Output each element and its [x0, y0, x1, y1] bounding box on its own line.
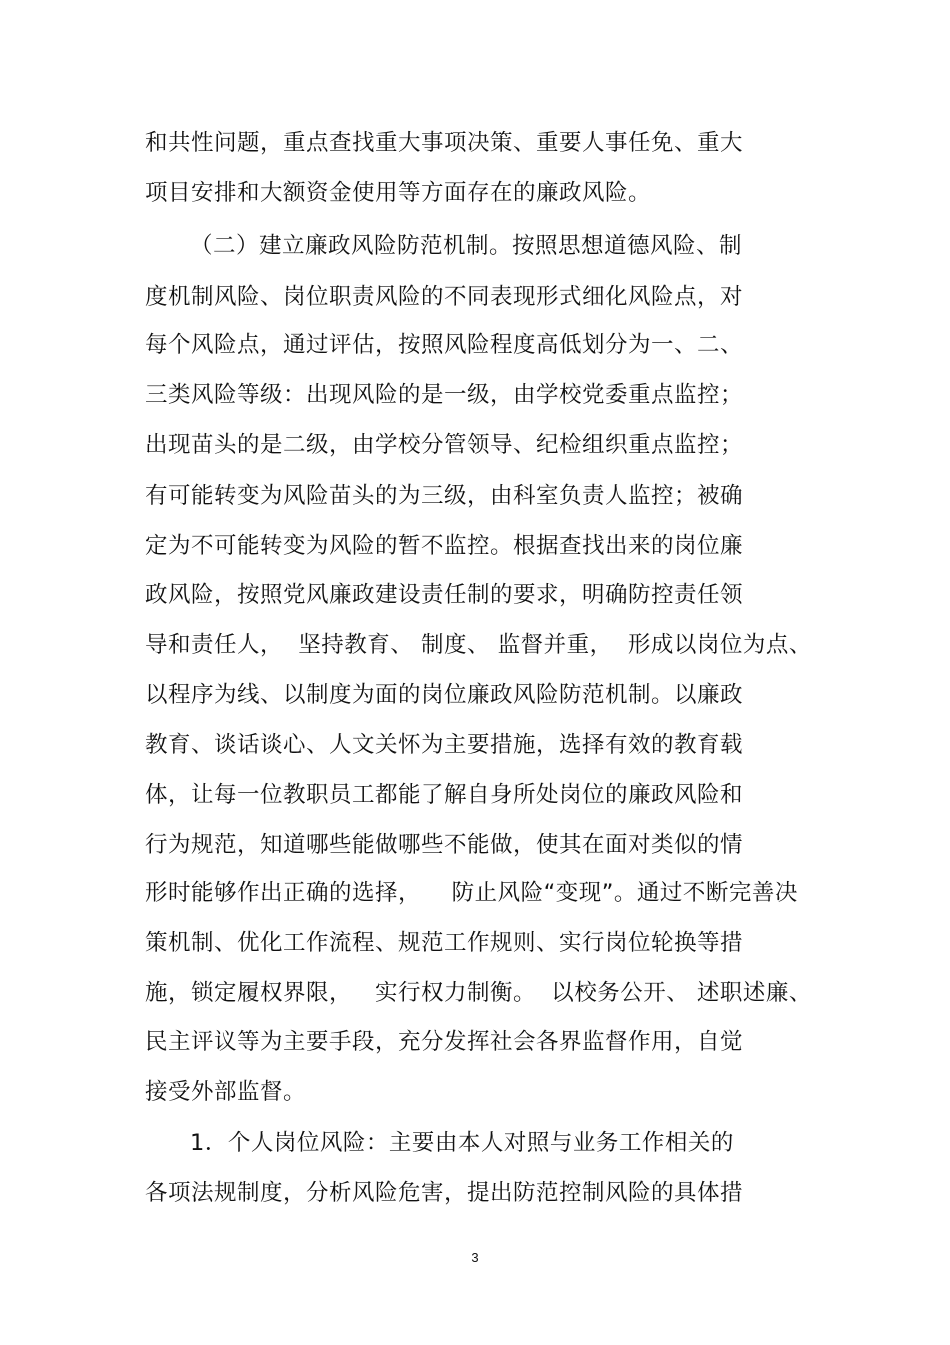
text-line: 政风险，按照党风廉政建设责任制的要求，明确防控责任领: [145, 582, 744, 608]
text-line: 导和责任人， 坚持教育、 制度、 监督并重， 形成以岗位为点、: [145, 632, 812, 658]
page-number: 3: [471, 1250, 479, 1265]
text-line: 体，让每一位教职员工都能了解自身所处岗位的廉政风险和: [145, 782, 744, 808]
text-line: 三类风险等级：出现风险的是一级，由学校党委重点监控；: [145, 382, 744, 408]
text-line: 1．个人岗位风险：主要由本人对照与业务工作相关的: [190, 1130, 734, 1156]
text-line: 教育、谈话谈心、人文关怀为主要措施，选择有效的教育载: [145, 732, 744, 758]
text-line: 项目安排和大额资金使用等方面存在的廉政风险。: [145, 180, 652, 206]
text-line: 策机制、优化工作流程、规范工作规则、实行岗位轮换等措: [145, 930, 744, 956]
text-line: 民主评议等为主要手段，充分发挥社会各界监督作用，自觉: [145, 1029, 744, 1055]
text-line: （二）建立廉政风险防范机制。按照思想道德风险、制: [190, 233, 743, 259]
text-line: 接受外部监督。: [145, 1079, 307, 1105]
text-line: 施，锁定履权界限， 实行权力制衡。 以校务公开、 述职述廉、: [145, 980, 812, 1006]
text-line: 和共性问题，重点查找重大事项决策、重要人事任免、重大: [145, 130, 744, 156]
text-line: 行为规范，知道哪些能做哪些不能做，使其在面对类似的情: [145, 832, 744, 858]
text-line: 定为不可能转变为风险的暂不监控。根据查找出来的岗位廉: [145, 533, 744, 559]
text-line: 出现苗头的是二级，由学校分管领导、纪检组织重点监控；: [145, 432, 744, 458]
text-line: 每个风险点，通过评估，按照风险程度高低划分为一、二、: [145, 332, 744, 358]
text-line: 形时能够作出正确的选择， 防止风险“变现”。通过不断完善决: [145, 880, 798, 906]
text-line: 以程序为线、以制度为面的岗位廉政风险防范机制。以廉政: [145, 682, 744, 708]
text-line: 各项法规制度，分析风险危害，提出防范控制风险的具体措: [145, 1180, 744, 1206]
text-line: 有可能转变为风险苗头的为三级，由科室负责人监控；被确: [145, 483, 744, 509]
text-line: 度机制风险、岗位职责风险的不同表现形式细化风险点，对: [145, 284, 744, 310]
